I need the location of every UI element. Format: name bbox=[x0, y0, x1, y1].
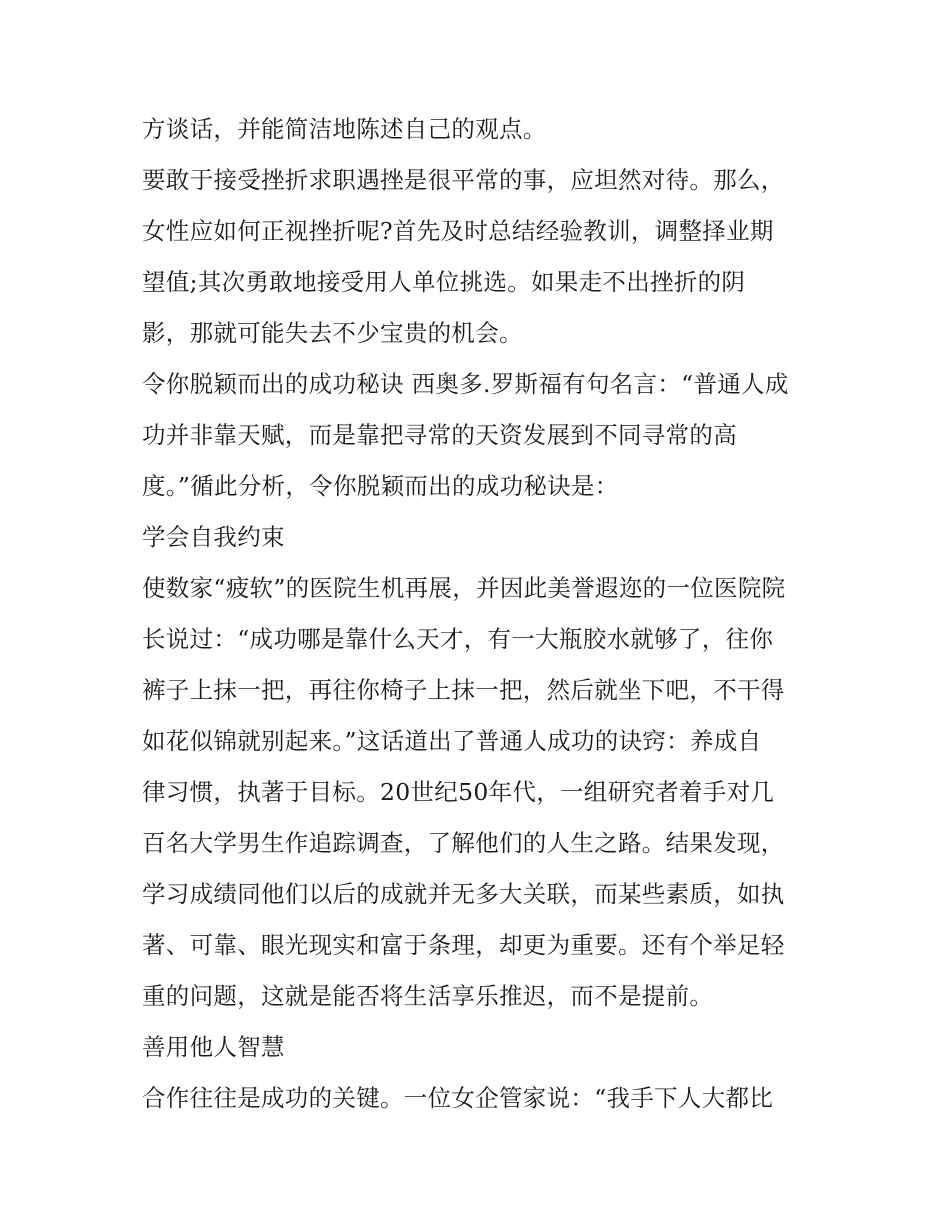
text-line: 功并非靠天赋，而是靠把寻常的天资发展到不同寻常的高 bbox=[142, 421, 737, 449]
text-line: 女性应如何正视挫折呢?首先及时总结经验教训，调整择业期 bbox=[142, 217, 774, 245]
text-line: 影，那就可能失去不少宝贵的机会。 bbox=[142, 319, 523, 347]
text-line: 重的问题，这就是能否将生活享乐推迟，而不是提前。 bbox=[142, 982, 714, 1010]
text-line: 学习成绩同他们以后的成就并无多大关联，而某些素质，如执 bbox=[142, 880, 785, 908]
text-line: 望值;其次勇敢地接受用人单位挑选。如果走不出挫折的阴 bbox=[142, 268, 746, 296]
text-line: 度。”循此分析，令你脱颖而出的成功秘诀是： bbox=[142, 472, 619, 500]
text-line: 裤子上抹一把，再往你椅子上抹一把，然后就坐下吧，不干得 bbox=[142, 676, 785, 704]
text-line: 百名大学男生作追踪调查，了解他们的人生之路。结果发现， bbox=[142, 829, 785, 857]
text-line: 如花似锦就别起来。”这话道出了普通人成功的诀窍：养成自 bbox=[142, 727, 762, 755]
text-line: 方谈话，并能简洁地陈述自己的观点。 bbox=[142, 115, 547, 143]
section-heading-self-discipline: 学会自我约束 bbox=[142, 523, 285, 551]
text-line: 合作往往是成功的关键。一位女企管家说：“我手下人大都比 bbox=[142, 1084, 774, 1112]
text-line: 使数家“疲软”的医院生机再展，并因此美誉遐迩的一位医院院 bbox=[142, 574, 786, 602]
text-line: 著、可靠、眼光现实和富于条理，却更为重要。还有个举足轻 bbox=[142, 931, 785, 959]
text-line: 令你脱颖而出的成功秘诀 西奥多.罗斯福有句名言：“普通人成 bbox=[142, 370, 789, 398]
section-heading-use-others-wisdom: 善用他人智慧 bbox=[142, 1033, 285, 1061]
text-line: 要敢于接受挫折求职遇挫是很平常的事，应坦然对待。那么， bbox=[142, 166, 785, 194]
text-line: 长说过：“成功哪是靠什么天才，有一大瓶胶水就够了，往你 bbox=[142, 625, 774, 653]
text-line: 律习惯，执著于目标。20世纪50年代，一组研究者着手对几 bbox=[142, 778, 775, 806]
